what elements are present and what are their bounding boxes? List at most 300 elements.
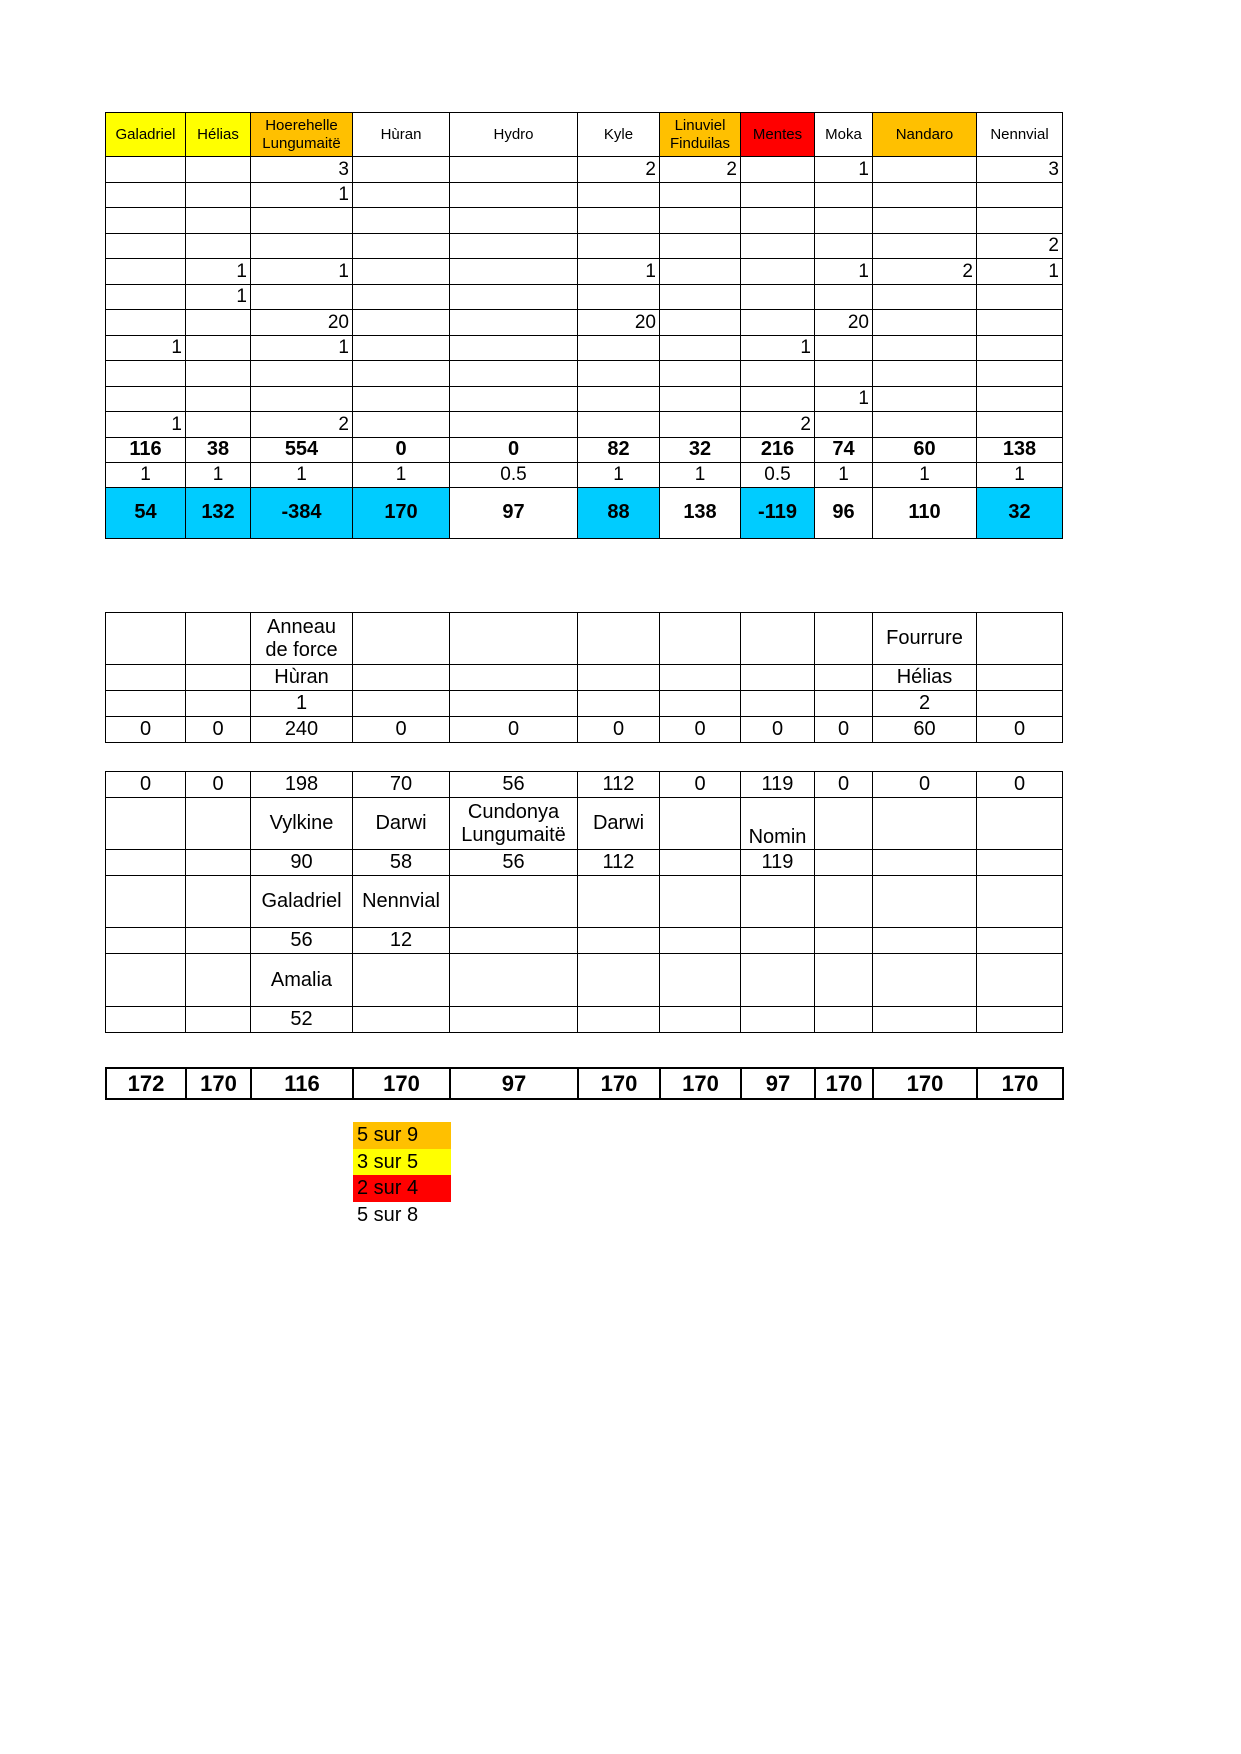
legend	[353, 1122, 451, 1228]
coefficient-cell: 0.5	[450, 462, 578, 487]
count-cell: 1	[251, 335, 353, 361]
count-row	[106, 335, 1063, 361]
count-cell	[873, 412, 977, 438]
item-cell: 0	[106, 717, 186, 743]
item-cell	[741, 613, 815, 665]
item-cell	[106, 665, 186, 691]
item-cell	[660, 613, 741, 665]
header-cell: Hydro	[450, 113, 578, 157]
result-cell: 132	[186, 487, 251, 538]
transfer-cell: Nennvial	[353, 876, 450, 928]
item-cell: 0	[977, 717, 1063, 743]
transfer-cell	[977, 876, 1063, 928]
count-cell	[578, 182, 660, 208]
item-cell: 0	[741, 717, 815, 743]
item-cell	[660, 665, 741, 691]
item-cell	[450, 691, 578, 717]
count-cell	[660, 182, 741, 208]
transfer-row	[106, 772, 1063, 798]
count-cell	[450, 310, 578, 336]
count-cell: 1	[186, 284, 251, 310]
count-cell: 1	[106, 335, 186, 361]
item-cell	[977, 665, 1063, 691]
transfer-cell	[815, 876, 873, 928]
transfer-cell	[873, 850, 977, 876]
transfer-cell	[106, 928, 186, 954]
result-row	[106, 487, 1063, 538]
result-cell: 97	[450, 487, 578, 538]
transfer-row	[106, 850, 1063, 876]
count-cell	[186, 335, 251, 361]
item-cell	[353, 613, 450, 665]
item-cell: 2	[873, 691, 977, 717]
transfer-cell	[353, 954, 450, 1007]
transfer-cell: Darwi	[578, 798, 660, 850]
count-cell: 2	[977, 233, 1063, 259]
coefficient-cell: 1	[873, 462, 977, 487]
total-cell: 32	[660, 437, 741, 462]
items-table	[105, 612, 1063, 743]
item-cell	[578, 613, 660, 665]
header-cell: Moka	[815, 113, 873, 157]
total-cell: 116	[106, 437, 186, 462]
transfer-cell	[186, 954, 251, 1007]
count-cell	[741, 310, 815, 336]
coefficient-cell: 1	[977, 462, 1063, 487]
final-total-cell: 170	[660, 1068, 741, 1099]
transfer-cell	[450, 928, 578, 954]
count-cell	[353, 412, 450, 438]
transfer-cell	[873, 876, 977, 928]
count-cell	[741, 233, 815, 259]
count-cell	[186, 310, 251, 336]
count-cell: 3	[977, 157, 1063, 183]
transfer-cell: Vylkine	[251, 798, 353, 850]
transfer-cell	[815, 954, 873, 1007]
transfer-cell: 119	[741, 850, 815, 876]
item-cell: 0	[353, 717, 450, 743]
totals-row	[106, 437, 1063, 462]
count-cell: 20	[815, 310, 873, 336]
count-cell	[578, 208, 660, 234]
result-cell: 88	[578, 487, 660, 538]
transfer-cell	[186, 1007, 251, 1033]
total-cell: 138	[977, 437, 1063, 462]
item-cell	[106, 691, 186, 717]
transfer-cell	[873, 954, 977, 1007]
count-cell	[815, 284, 873, 310]
coefficient-cell: 1	[353, 462, 450, 487]
item-cell: 60	[873, 717, 977, 743]
coefficient-cell: 1	[578, 462, 660, 487]
count-cell	[450, 386, 578, 412]
final-total-cell: 170	[353, 1068, 450, 1099]
count-cell	[251, 361, 353, 387]
transfer-cell	[660, 1007, 741, 1033]
item-cell	[660, 691, 741, 717]
count-cell	[977, 361, 1063, 387]
transfer-cell: 198	[251, 772, 353, 798]
transfer-cell: 119	[741, 772, 815, 798]
count-cell	[578, 335, 660, 361]
count-cell	[353, 284, 450, 310]
result-cell: -119	[741, 487, 815, 538]
final-total-cell: 97	[741, 1068, 815, 1099]
count-cell: 2	[873, 259, 977, 285]
transfer-cell: 0	[873, 772, 977, 798]
transfer-cell	[660, 928, 741, 954]
count-cell: 1	[186, 259, 251, 285]
item-cell: 0	[578, 717, 660, 743]
transfer-cell: 0	[186, 772, 251, 798]
transfer-cell	[660, 876, 741, 928]
count-cell: 2	[578, 157, 660, 183]
transfer-cell	[741, 954, 815, 1007]
transfer-cell	[450, 876, 578, 928]
count-row	[106, 361, 1063, 387]
transfer-cell	[106, 798, 186, 850]
count-cell	[741, 259, 815, 285]
total-cell: 60	[873, 437, 977, 462]
item-cell: Hélias	[873, 665, 977, 691]
transfer-cell	[106, 954, 186, 1007]
count-cell	[660, 259, 741, 285]
transfer-cell: Cundonya Lungumaitë	[450, 798, 578, 850]
count-cell	[186, 412, 251, 438]
transfer-cell: 90	[251, 850, 353, 876]
count-row	[106, 412, 1063, 438]
transfer-cell: 70	[353, 772, 450, 798]
transfer-cell	[186, 928, 251, 954]
coefficient-cell: 1	[251, 462, 353, 487]
item-cell: 240	[251, 717, 353, 743]
transfer-cell: Galadriel	[251, 876, 353, 928]
header-cell: Linuviel Finduilas	[660, 113, 741, 157]
header-cell: Kyle	[578, 113, 660, 157]
transfer-cell: Darwi	[353, 798, 450, 850]
item-cell	[741, 665, 815, 691]
count-cell	[977, 386, 1063, 412]
final-total-cell: 170	[815, 1068, 873, 1099]
count-cell	[977, 208, 1063, 234]
total-cell: 38	[186, 437, 251, 462]
item-cell: 1	[251, 691, 353, 717]
transfer-cell	[977, 1007, 1063, 1033]
transfer-cell: 0	[106, 772, 186, 798]
count-cell	[741, 361, 815, 387]
transfer-cell	[815, 1007, 873, 1033]
count-cell	[873, 335, 977, 361]
transfer-cell	[873, 928, 977, 954]
count-cell	[977, 284, 1063, 310]
item-row	[106, 665, 1063, 691]
item-cell	[578, 665, 660, 691]
final-total-cell: 170	[186, 1068, 251, 1099]
transfer-cell	[106, 876, 186, 928]
count-cell	[660, 284, 741, 310]
legend-item: 2 sur 4	[353, 1175, 451, 1202]
count-cell	[578, 386, 660, 412]
count-row	[106, 386, 1063, 412]
header-cell: Hùran	[353, 113, 450, 157]
score-table	[105, 112, 1063, 539]
count-cell	[578, 412, 660, 438]
transfer-cell: Nomin	[741, 798, 815, 850]
count-cell	[660, 335, 741, 361]
item-cell	[106, 613, 186, 665]
count-cell	[578, 361, 660, 387]
count-cell	[353, 335, 450, 361]
transfer-cell	[106, 1007, 186, 1033]
count-cell	[578, 284, 660, 310]
count-cell	[106, 208, 186, 234]
result-cell: 110	[873, 487, 977, 538]
final-totals-table	[105, 1067, 1064, 1100]
count-cell	[741, 208, 815, 234]
count-cell	[741, 157, 815, 183]
count-cell	[741, 386, 815, 412]
transfer-cell: 0	[977, 772, 1063, 798]
count-cell	[106, 259, 186, 285]
coefficient-cell: 1	[186, 462, 251, 487]
item-row	[106, 691, 1063, 717]
transfer-cell	[815, 850, 873, 876]
count-cell	[450, 157, 578, 183]
transfer-cell	[873, 1007, 977, 1033]
count-cell	[186, 361, 251, 387]
count-cell	[660, 412, 741, 438]
transfer-cell	[578, 1007, 660, 1033]
count-cell	[450, 259, 578, 285]
count-cell	[186, 182, 251, 208]
count-cell	[450, 335, 578, 361]
transfer-cell: Amalia	[251, 954, 353, 1007]
count-cell	[450, 412, 578, 438]
coefficient-cell: 1	[106, 462, 186, 487]
result-cell: 170	[353, 487, 450, 538]
count-row	[106, 310, 1063, 336]
count-cell	[873, 182, 977, 208]
transfer-cell: 52	[251, 1007, 353, 1033]
count-cell	[977, 412, 1063, 438]
total-cell: 216	[741, 437, 815, 462]
final-total-cell: 97	[450, 1068, 578, 1099]
count-cell: 1	[106, 412, 186, 438]
count-cell	[450, 208, 578, 234]
count-cell	[450, 182, 578, 208]
result-cell: 138	[660, 487, 741, 538]
item-cell: 0	[450, 717, 578, 743]
transfer-cell	[977, 954, 1063, 1007]
result-cell: 32	[977, 487, 1063, 538]
header-cell: Nennvial	[977, 113, 1063, 157]
transfer-cell	[977, 850, 1063, 876]
count-cell	[578, 233, 660, 259]
transfer-row	[106, 798, 1063, 850]
transfer-cell: 112	[578, 850, 660, 876]
count-cell	[741, 284, 815, 310]
count-cell	[251, 284, 353, 310]
item-cell	[815, 665, 873, 691]
count-cell	[353, 259, 450, 285]
count-cell	[353, 386, 450, 412]
header-row	[106, 113, 1063, 157]
item-cell: 0	[186, 717, 251, 743]
transfers-table	[105, 771, 1063, 1033]
item-cell	[977, 691, 1063, 717]
count-cell	[815, 208, 873, 234]
count-cell	[815, 335, 873, 361]
count-cell	[353, 208, 450, 234]
transfer-cell	[578, 876, 660, 928]
transfer-cell	[353, 1007, 450, 1033]
header-cell: Mentes	[741, 113, 815, 157]
count-cell	[815, 182, 873, 208]
final-total-cell: 170	[977, 1068, 1063, 1099]
count-cell: 1	[741, 335, 815, 361]
item-cell	[815, 613, 873, 665]
transfer-cell: 56	[450, 850, 578, 876]
count-cell	[251, 208, 353, 234]
total-cell: 0	[353, 437, 450, 462]
count-cell	[873, 386, 977, 412]
item-cell: 0	[815, 717, 873, 743]
transfer-cell	[977, 928, 1063, 954]
count-cell	[353, 310, 450, 336]
transfer-cell	[578, 954, 660, 1007]
item-row	[106, 717, 1063, 743]
transfer-cell	[741, 876, 815, 928]
total-cell: 74	[815, 437, 873, 462]
legend-item: 5 sur 8	[357, 1203, 419, 1226]
header-cell: Hoerehelle Lungumaitë	[251, 113, 353, 157]
result-cell: -384	[251, 487, 353, 538]
transfer-cell	[873, 798, 977, 850]
coefficient-row	[106, 462, 1063, 487]
legend-item: 5 sur 9	[353, 1122, 451, 1149]
transfer-cell	[815, 928, 873, 954]
count-cell: 1	[815, 386, 873, 412]
count-cell	[353, 361, 450, 387]
count-cell	[660, 233, 741, 259]
count-cell	[106, 310, 186, 336]
count-cell	[353, 157, 450, 183]
count-cell	[106, 233, 186, 259]
item-cell	[186, 665, 251, 691]
transfer-cell	[660, 954, 741, 1007]
transfer-cell	[450, 1007, 578, 1033]
count-cell	[450, 361, 578, 387]
count-cell: 20	[578, 310, 660, 336]
total-cell: 82	[578, 437, 660, 462]
count-cell	[186, 157, 251, 183]
count-cell	[660, 386, 741, 412]
transfer-cell	[186, 876, 251, 928]
transfer-cell	[660, 850, 741, 876]
total-cell: 0	[450, 437, 578, 462]
count-cell	[106, 157, 186, 183]
count-cell: 1	[578, 259, 660, 285]
count-cell	[186, 208, 251, 234]
result-cell: 54	[106, 487, 186, 538]
count-cell	[873, 157, 977, 183]
count-cell	[106, 361, 186, 387]
transfer-cell: 56	[251, 928, 353, 954]
count-cell	[873, 284, 977, 310]
count-cell	[251, 233, 353, 259]
coefficient-cell: 0.5	[741, 462, 815, 487]
transfer-row	[106, 1007, 1063, 1033]
transfer-cell	[186, 850, 251, 876]
count-cell: 2	[251, 412, 353, 438]
item-cell: Anneau de force	[251, 613, 353, 665]
item-cell	[186, 691, 251, 717]
transfer-row	[106, 876, 1063, 928]
count-cell	[660, 361, 741, 387]
transfer-cell	[815, 798, 873, 850]
final-total-cell: 170	[873, 1068, 977, 1099]
count-cell	[660, 310, 741, 336]
transfer-cell	[450, 954, 578, 1007]
count-row	[106, 284, 1063, 310]
count-cell	[353, 182, 450, 208]
transfer-row	[106, 954, 1063, 1007]
transfer-cell	[741, 1007, 815, 1033]
item-cell	[815, 691, 873, 717]
count-cell	[450, 284, 578, 310]
count-cell	[873, 233, 977, 259]
count-cell	[873, 310, 977, 336]
transfer-cell	[977, 798, 1063, 850]
item-cell: Hùran	[251, 665, 353, 691]
count-cell	[977, 182, 1063, 208]
count-row	[106, 157, 1063, 183]
transfer-row	[106, 928, 1063, 954]
count-cell	[977, 335, 1063, 361]
result-cell: 96	[815, 487, 873, 538]
count-cell	[977, 310, 1063, 336]
item-cell	[578, 691, 660, 717]
count-row	[106, 208, 1063, 234]
item-cell	[186, 613, 251, 665]
count-cell	[741, 182, 815, 208]
count-cell: 1	[815, 157, 873, 183]
count-cell	[815, 233, 873, 259]
transfer-cell	[660, 798, 741, 850]
count-cell: 2	[741, 412, 815, 438]
count-cell	[873, 208, 977, 234]
header-cell: Nandaro	[873, 113, 977, 157]
legend-item: 3 sur 5	[353, 1149, 451, 1176]
header-cell: Hélias	[186, 113, 251, 157]
count-row	[106, 182, 1063, 208]
count-cell	[873, 361, 977, 387]
transfer-cell: 56	[450, 772, 578, 798]
transfer-cell: 112	[578, 772, 660, 798]
coefficient-cell: 1	[660, 462, 741, 487]
count-cell	[815, 361, 873, 387]
transfer-cell: 0	[660, 772, 741, 798]
item-cell	[741, 691, 815, 717]
item-cell	[353, 665, 450, 691]
item-cell	[353, 691, 450, 717]
count-cell	[106, 284, 186, 310]
total-cell: 554	[251, 437, 353, 462]
final-total-cell: 170	[578, 1068, 660, 1099]
count-cell: 1	[251, 182, 353, 208]
item-cell: 0	[660, 717, 741, 743]
count-cell	[353, 233, 450, 259]
